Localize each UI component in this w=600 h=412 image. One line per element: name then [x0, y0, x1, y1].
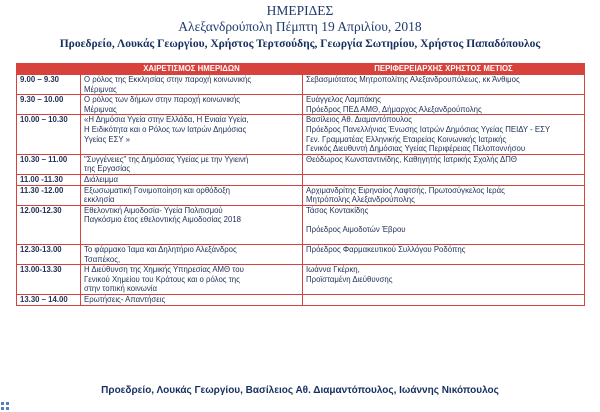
row-topic-line: Η Διεύθυνση της Χημικής Υπηρεσίας ΑΜΘ του — [84, 265, 244, 275]
resize-grip-icon — [1, 402, 10, 411]
row-speaker — [303, 185, 585, 205]
table-row — [17, 185, 585, 205]
table-row — [17, 205, 585, 244]
row-speaker — [303, 174, 585, 185]
row-speaker-line: Τάσος Κοντακίδης — [306, 205, 369, 215]
row-speaker-line: Γενικός Διευθυντή Δημόσιας Υγείας Περιφέρειας Πελοποννήσου — [306, 144, 526, 154]
row-topic-line: στην τοπική κοινωνία — [84, 284, 157, 294]
row-topic-line: Παγκόσμιο έτος εθελοντικής Αιμοδοσίας 2018 — [84, 215, 242, 225]
row-topic-line: Ο ρόλος της Εκκλησίας στην παροχή κοινωνικής — [84, 75, 252, 84]
row-time: 12.00-12.30 — [17, 205, 81, 244]
row-topic-line: Ο ρόλος των δήμων στην παροχή κοινωνικής — [84, 95, 241, 105]
table-row — [17, 95, 585, 115]
row-topic-line: Το φάρμακο Ίαμα και Δηλητήριο Αλεξάνδρος — [84, 245, 237, 255]
row-topic — [81, 265, 303, 295]
row-topic-line: Υγείας ΕΣΥ » — [84, 134, 130, 144]
page-title: ΗΜΕΡΙΔΕΣ — [266, 3, 334, 18]
row-speaker-line: Ιωάννα Γκέρκη, — [306, 265, 360, 275]
row-topic — [81, 185, 303, 205]
row-topic-line: "Συγγένειες" της Δημόσιας Υγείας με την Υγιεινή — [84, 154, 249, 164]
row-speaker-line — [306, 215, 581, 225]
table-row — [17, 174, 585, 185]
row-speaker — [303, 75, 585, 95]
row-speaker-line: Πρόεδρος Πανελλήνιας Ένωσης Ιατρών Δημόσιας Υγείας ΠΕΙΔΥ - ΕΣΥ — [306, 124, 551, 134]
header-topic: ΧΑΙΡΕΤΙΣΜΟΣ ΗΜΕΡΙΔΩΝ — [81, 64, 303, 75]
row-speaker-line — [306, 175, 581, 185]
row-speaker-line: Αρχιμανδρίτης Ειρηναίος Λαφτσής, Πρωτοσύγκελος Ιεράς — [306, 185, 505, 195]
row-speaker — [303, 115, 585, 154]
row-topic-line: Ερωτήσεις- Απαντήσεις — [84, 295, 166, 305]
row-time: 9.00 – 9.30 — [17, 75, 81, 95]
row-topic-line: Γενικού Χημείου του Κράτους και ο ρόλος της — [84, 274, 240, 284]
row-speaker-line: Γεν. Γραμματέας Ελληνικής Εταιρείας Κοινωνικής Ιατρικής — [306, 134, 507, 144]
table-row — [17, 295, 585, 306]
row-time: 11.30 -12.00 — [17, 185, 81, 205]
row-topic — [81, 75, 303, 95]
row-topic-line: «Η Δημόσια Υγεία στην Ελλάδα, Η Ενιαία Υγεία, — [84, 115, 249, 125]
row-topic-line — [84, 235, 299, 245]
chairs-line: Προεδρείο, Λουκάς Γεωργίου, Χρήστος Τερτσούδης, Γεωργία Σωτηρίου, Χρήστος Παπαδόπουλος — [59, 38, 541, 50]
row-speaker-line — [306, 295, 581, 305]
row-speaker-line: Πρόεδρος Φαρμακευτικού Συλλόγου Ροδόπης — [306, 245, 466, 255]
row-speaker-line: Βασίλειος Αθ. Διαμαντόπουλος — [306, 115, 413, 125]
row-topic-line: εκκλησία — [84, 195, 115, 205]
row-speaker-line: Πρόεδρος ΠΕΔ ΑΜΘ, Δήμαρχος Αλεξανδρούπολης — [306, 104, 482, 114]
row-speaker — [303, 95, 585, 115]
row-topic-line — [84, 225, 299, 235]
row-speaker — [303, 265, 585, 295]
header-time — [17, 64, 81, 75]
row-topic — [81, 154, 303, 174]
row-speaker — [303, 154, 585, 174]
row-speaker-line: Ευάγγελος Λαμπάκης — [306, 95, 381, 105]
row-topic — [81, 295, 303, 306]
row-topic-line: Η Ειδικότητα και ο Ρόλος των Ιατρών Δημόσιας — [84, 124, 247, 134]
row-speaker — [303, 245, 585, 265]
row-time: 13.00-13.30 — [17, 265, 81, 295]
row-topic-line: Εθελοντική Αιμοδοσία- Υγεία Πολιτισμού — [84, 205, 223, 215]
row-topic — [81, 174, 303, 185]
table-row — [17, 115, 585, 154]
row-speaker-line — [306, 235, 581, 245]
row-topic — [81, 205, 303, 244]
header-speaker: ΠΕΡΙΦΕΡΕΙΑΡΧΗΣ ΧΡΗΣΤΟΣ ΜΕΤΙΟΣ — [303, 64, 585, 75]
row-time: 11.00 -11.30 — [17, 174, 81, 185]
row-topic — [81, 245, 303, 265]
row-speaker — [303, 205, 585, 244]
row-topic — [81, 115, 303, 154]
row-time: 10.30 – 11.00 — [17, 154, 81, 174]
row-time: 9.30 – 10.00 — [17, 95, 81, 115]
row-time: 12.30-13.00 — [17, 245, 81, 265]
table-row — [17, 154, 585, 174]
table-row — [17, 265, 585, 295]
table-row — [17, 245, 585, 265]
row-time: 13.30 – 14.00 — [17, 295, 81, 306]
row-topic-line: Τσαπέκος, — [84, 254, 121, 264]
page-subtitle: Αλεξανδρούπολη Πέμπτη 19 Απριλίου, 2018 — [178, 19, 422, 34]
table-header-row — [17, 64, 585, 75]
row-topic-line: Μέριμνας — [84, 104, 117, 114]
row-topic-line: Μέριμνας — [84, 84, 117, 94]
row-topic-line: της Εργασίας — [84, 164, 131, 174]
row-speaker — [303, 295, 585, 306]
row-topic-line: Εξωσωματική Γονιμοποίηση και ορθόδοξη — [84, 185, 231, 195]
row-speaker-line: Μητρόπολης Αλεξανδρούπολης — [306, 195, 415, 205]
row-topic-line: Διάλειμμα — [84, 174, 119, 184]
row-time: 10.00 – 10.30 — [17, 115, 81, 154]
program-table — [16, 63, 585, 306]
row-topic — [81, 95, 303, 115]
row-speaker-line: Σεβασμιότατος Μητροπολίτης Αλεξανδρουπόλεως, κκ Άνθιμος — [306, 75, 520, 84]
row-speaker-line: Πρόεδρος Αιμοδοτών Έβρου — [306, 224, 406, 234]
footer-chairs: Προεδρείο, Λουκάς Γεωργίου, Βασίλειος Αθ. Διαμαντόπουλος, Ιωάννης Νικόπουλος — [101, 385, 499, 396]
row-speaker-line: Θεόδωρος Κωνσταντινίδης, Καθηγητής Ιατρικής Σχολής ΔΠΘ — [306, 154, 517, 164]
row-speaker-line: Προϊσταμένη Διεύθυνσης — [306, 274, 393, 284]
table-row — [17, 75, 585, 95]
